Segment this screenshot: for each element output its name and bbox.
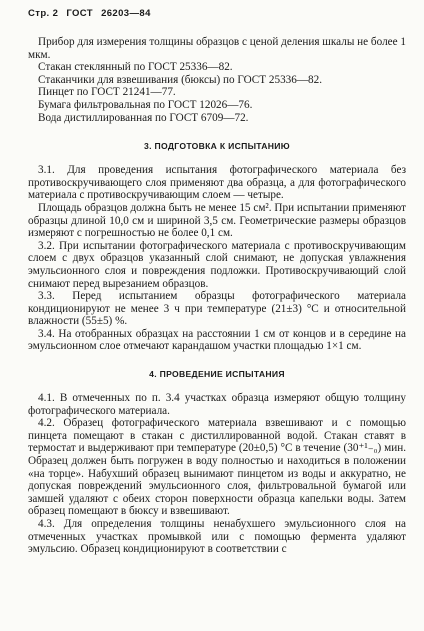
paragraph-4-2: 4.2. Образец фотографического материала взвешивают и с помощью пинцета помещают в стакан с дистиллированной водой. Стакан ставят в термостат и выдерживают при температуре (20±0,5) °С в течение (30⁺¹₋₀) мин. Образец должен быть погружен в воду полностью и находиться в положении «на торце». Набухший образец вынимают пинцетом из воды и аккуратно, не допуская повреждений эмульсионного слоя, фильтровальной бумагой или замшей удаляют с обеих сторон поверхности образца капельки воды. Затем образец помещают в бюксу и взвешивают. xyxy=(28,417,406,518)
equipment-item: Стакан стеклянный по ГОСТ 25336—82. xyxy=(38,61,233,74)
paragraph-4-3: 4.3. Для определения толщины ненабухшего эмульсионного слоя на отмеченных участках промывкой или с помощью фермента удаляют эмульсию. Образец кондиционируют в соответствии с xyxy=(28,518,406,556)
standard-label: ГОСТ xyxy=(66,8,94,19)
section-heading-4: 4. ПРОВЕДЕНИЕ ИСПЫТАНИЯ xyxy=(149,369,285,380)
standard-number: 26203—84 xyxy=(101,8,151,19)
equipment-item: Бумага фильтровальная по ГОСТ 12026—76. xyxy=(38,98,253,111)
paragraph-3-4: 3.4. На отобранных образцах на расстоянии 1 см от концов и в середине на эмульсионном слое отмечают карандашом участки площадью 1×1 см. xyxy=(28,327,406,353)
paragraph-3-1: 3.1. Для проведения испытания фотографического материала без противоскручивающего слоя применяют два образца, а для фотографического материала с противоскручивающим слоем — четыре. xyxy=(28,164,406,202)
equipment-item: Пинцет по ГОСТ 21241—77. xyxy=(38,86,176,99)
paragraph-3-2: 3.2. При испытании фотографического материала с противоскручивающим слоем с двух образцов указанный слой снимают, не допуская увлажнения эмульсионного слоя и повреждения подложки. Противоскручивающий слой снимают перед вырезанием образцов. xyxy=(28,239,406,290)
equipment-item: Вода дистиллированная по ГОСТ 6709—72. xyxy=(38,111,249,124)
equipment-item: Стаканчики для взвешивания (бюксы) по ГОСТ 25336—82. xyxy=(38,73,323,86)
section-heading-3: 3. ПОДГОТОВКА К ИСПЫТАНИЮ xyxy=(144,141,290,152)
equipment-item: Прибор для измерения толщины образцов с ценой деления шкалы не более 1 мкм. xyxy=(28,36,406,61)
paragraph-3-1-area: Площадь образцов должна быть не менее 15 см². При испытании применяют образцы длиной 10,0 см и шириной 3,5 см. Геометрические размеры образцов измеряют с погрешностью не более 0,1 см. xyxy=(28,201,406,240)
equipment-list xyxy=(28,36,406,124)
page-number: Стр. 2 xyxy=(28,8,59,19)
paragraph-3-3: 3.3. Перед испытанием образцы фотографического материала кондиционируют не менее 3 ч при температуре (21±3) °С и относительной влажности (55±5) %. xyxy=(28,290,406,328)
page-header xyxy=(28,8,406,28)
paragraph-4-1: 4.1. В отмеченных по п. 3.4 участках образца измеряют общую толщину фотографического материала. xyxy=(28,392,406,417)
